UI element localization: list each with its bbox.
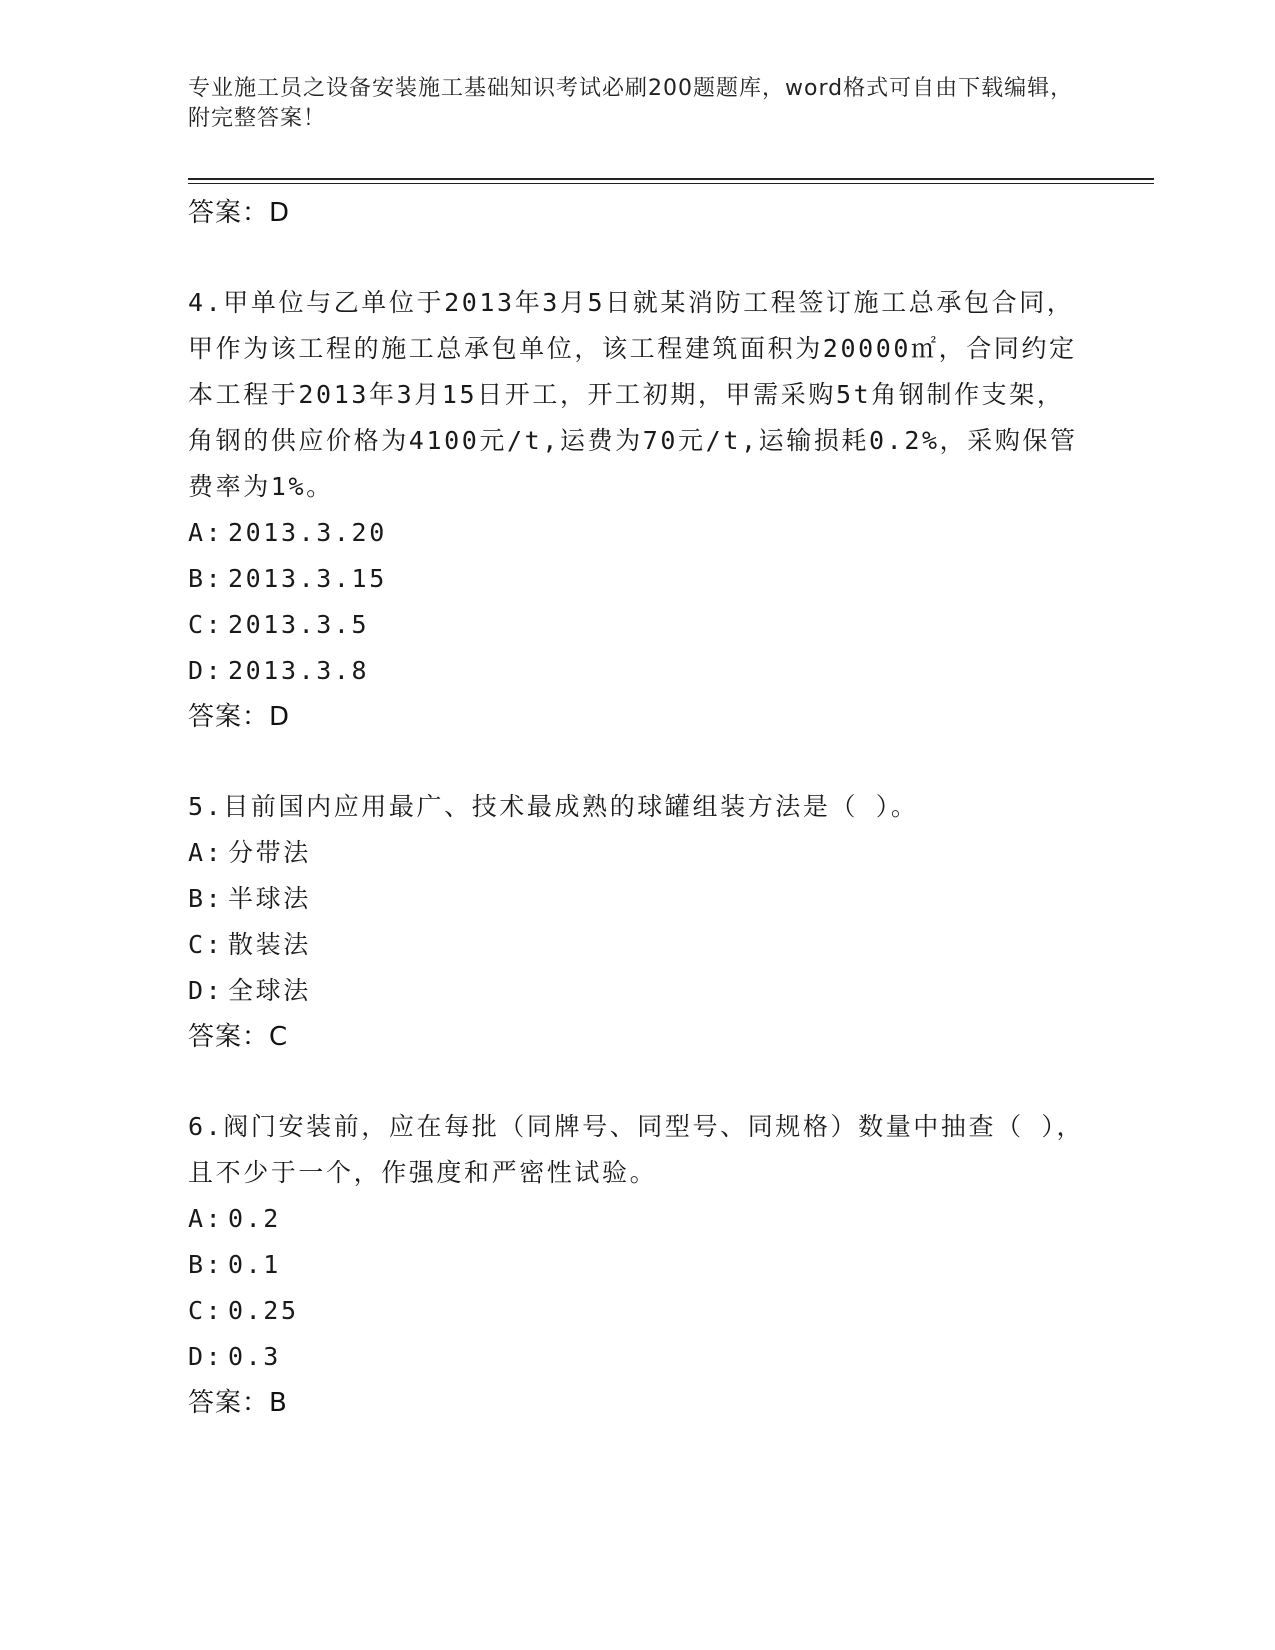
- option-key: D:: [188, 656, 224, 685]
- option-value: 0.2: [228, 1204, 281, 1233]
- option-value: 分带法: [228, 838, 311, 867]
- question-4: [188, 280, 1088, 740]
- option-b: [188, 556, 1088, 602]
- option-a: [188, 510, 1088, 556]
- option-value: 0.3: [228, 1342, 281, 1371]
- option-value: 半球法: [228, 884, 311, 913]
- option-c: [188, 602, 1088, 648]
- option-key: A:: [188, 838, 224, 867]
- question-text: 4.甲单位与乙单位于2013年3月5日就某消防工程签订施工总承包合同，甲作为该工程的施工总承包单位，该工程建筑面积为20000㎡，合同约定本工程于2013年3月15日开工，开工初期，甲需采购5t角钢制作支架，角钢的供应价格为4100元/t,运费为70元/t,运输损耗0.2%，采购保管费率为1%。: [188, 288, 1078, 501]
- option-d: [188, 648, 1088, 694]
- option-key: D:: [188, 976, 224, 1005]
- option-key: C:: [188, 930, 224, 959]
- question-text: 5.目前国内应用最广、技术最成熟的球罐组装方法是（ ）。: [188, 792, 919, 821]
- option-value: 散装法: [228, 930, 311, 959]
- question-text: 6.阀门安装前，应在每批（同牌号、同型号、同规格）数量中抽查（ ），且不少于一个，作强度和严密性试验。: [188, 1112, 1085, 1187]
- previous-answer: 答案：D: [188, 198, 291, 228]
- question-5: [188, 784, 1088, 1060]
- option-key: B:: [188, 884, 224, 913]
- question-answer: 答案：D: [188, 702, 291, 732]
- option-key: C:: [188, 1296, 224, 1325]
- option-value: 0.1: [228, 1250, 281, 1279]
- option-c: [188, 1288, 1088, 1334]
- document-header: 专业施工员之设备安装施工基础知识考试必刷200题题库，word格式可自由下载编辑，附完整答案！: [188, 76, 1074, 131]
- question-list: [188, 190, 1088, 1426]
- option-a: [188, 830, 1088, 876]
- option-value: 2013.3.20: [228, 518, 387, 547]
- option-value: 2013.3.8: [228, 656, 370, 685]
- option-key: B:: [188, 564, 224, 593]
- question-answer: 答案：B: [188, 1388, 288, 1418]
- option-key: C:: [188, 610, 224, 639]
- header-rule-thin: [188, 183, 1154, 184]
- option-b: [188, 1242, 1088, 1288]
- question-answer: 答案：C: [188, 1022, 289, 1052]
- option-d: [188, 1334, 1088, 1380]
- option-c: [188, 922, 1088, 968]
- header-rule-thick: [188, 178, 1154, 180]
- option-a: [188, 1196, 1088, 1242]
- option-key: B:: [188, 1250, 224, 1279]
- option-value: 2013.3.5: [228, 610, 370, 639]
- option-key: D:: [188, 1342, 224, 1371]
- option-value: 全球法: [228, 976, 311, 1005]
- option-d: [188, 968, 1088, 1014]
- option-key: A:: [188, 1204, 224, 1233]
- option-value: 2013.3.15: [228, 564, 387, 593]
- option-b: [188, 876, 1088, 922]
- option-key: A:: [188, 518, 224, 547]
- option-value: 0.25: [228, 1296, 299, 1325]
- question-6: [188, 1104, 1088, 1426]
